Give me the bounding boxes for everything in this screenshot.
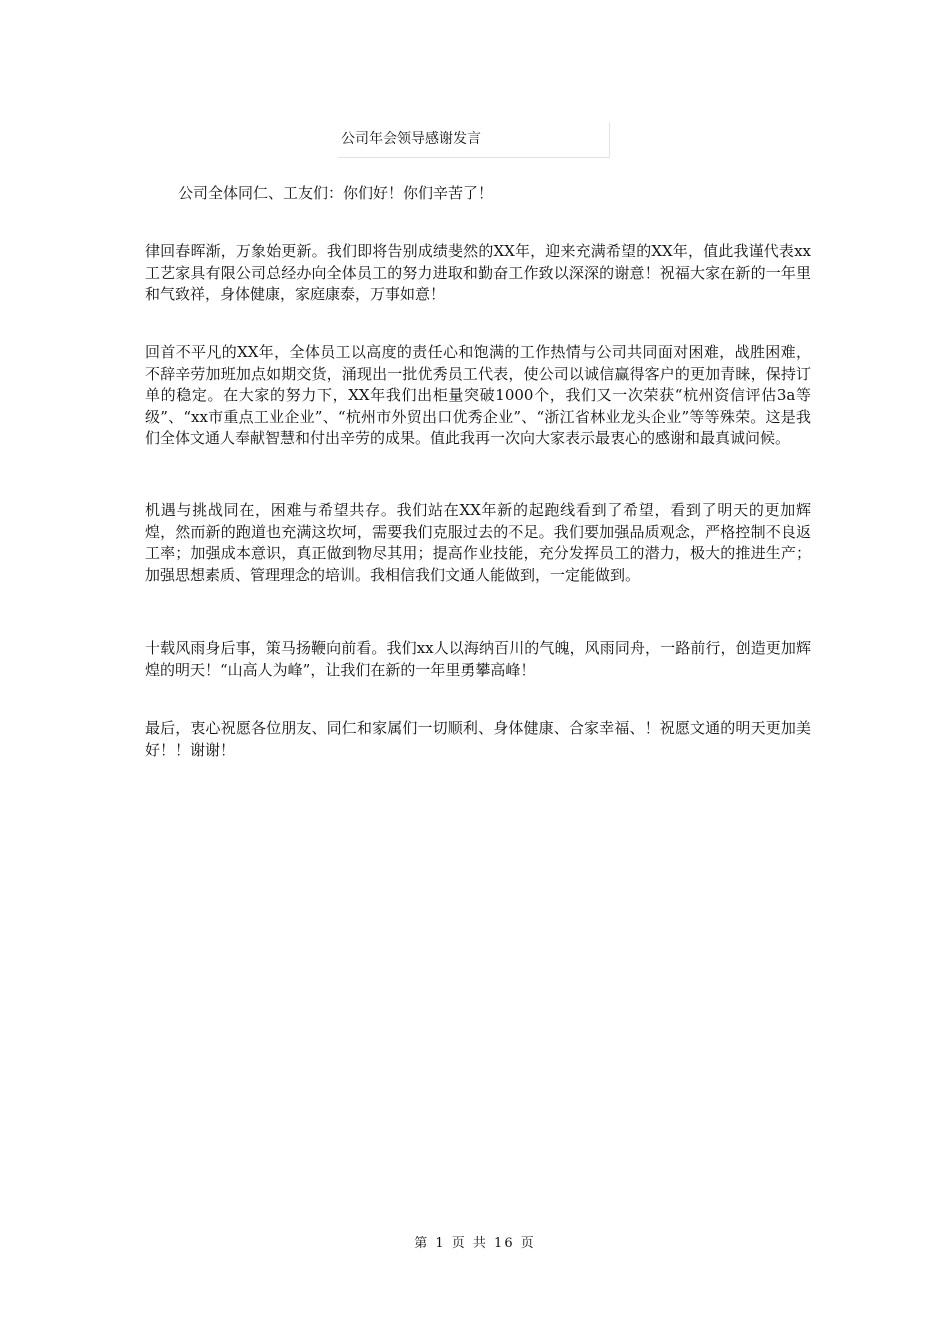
paragraph-2: 回首不平凡的XX年，全体员工以高度的责任心和饱满的工作热情与公司共同面对困难，战胜困难，不辞辛劳加班加点如期交货，涌现出一批优秀员工代表，使公司以诚信赢得客户的更加青睐，保持订单的稳定。在大家的努力下，XX年我们出柜量突破1000个，我们又一次荣获“杭州资信评估3a等级”、“xx市重点工业企业”、“杭州市外贸出口优秀企业”、“浙江省林业龙头企业”等等殊荣。这是我们全体文通人奉献智慧和付出辛劳的成果。值此我再一次向大家表示最衷心的感谢和最真诚问候。 [145, 343, 811, 447]
paragraph-4: 十载风雨身后事，策马扬鞭向前看。我们xx人以海纳百川的气魄，风雨同舟，一路前行，创造更加辉煌的明天！“山高人为峰”，让我们在新的一年里勇攀高峰！ [145, 639, 811, 679]
document-title: 公司年会领导感谢发言 [341, 131, 481, 147]
paragraph-5: 最后，衷心祝愿各位朋友、同仁和家属们一切顺利、身体健康、合家幸福、！祝愿文通的明天更加美好！！谢谢！ [145, 719, 811, 759]
paragraph-3: 机遇与挑战同在，困难与希望共存。我们站在XX年新的起跑线看到了希望，看到了明天的更加辉煌，然而新的跑道也充满这坎坷，需要我们克服过去的不足。我们要加强品质观念，严格控制不良返工率；加强成本意识，真正做到物尽其用；提高作业技能，充分发挥员工的潜力，极大的推进生产；加强思想素质、管理理念的培训。我相信我们文通人能做到，一定能做到。 [145, 501, 811, 584]
title-box [338, 122, 610, 158]
paragraph-1: 律回春晖渐，万象始更新。我们即将告别成绩斐然的XX年，迎来充满希望的XX年，值此我谨代表xx工艺家具有限公司总经办向全体员工的努力进取和勤奋工作致以深深的谢意！祝福大家在新的一年里和气致祥，身体健康，家庭康泰，万事如意！ [145, 242, 811, 303]
greeting-line: 公司全体同仁、工友们：你们好！你们辛苦了！ [178, 184, 494, 202]
page-footer: 第 1 页 共 16 页 [414, 1236, 536, 1251]
